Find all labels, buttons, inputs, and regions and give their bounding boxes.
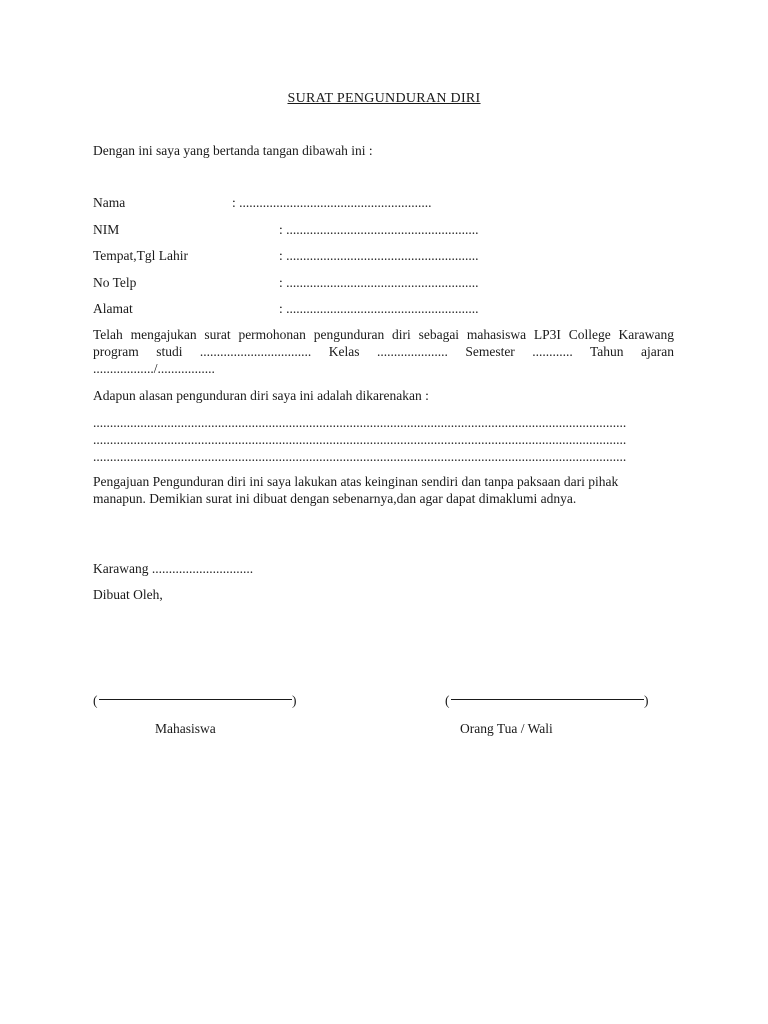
- made-by: Dibuat Oleh,: [93, 587, 163, 602]
- sign-left-line: [99, 699, 292, 700]
- sign-right-line: [451, 699, 644, 700]
- field-value-tempat-tgl-lahir: : .........................................................: [279, 248, 479, 263]
- field-label-tempat-tgl-lahir: Tempat,Tgl Lahir: [93, 248, 189, 263]
- field-value-alamat: : .........................................................: [279, 301, 479, 316]
- sign-right-open-paren: (: [445, 693, 450, 708]
- field-value-no-telp: : .........................................................: [279, 275, 479, 290]
- field-label-alamat: Alamat: [93, 301, 133, 316]
- sign-right-close-paren: ): [644, 693, 649, 708]
- intro-text: Dengan ini saya yang bertanda tangan dibawah ini :: [93, 143, 373, 158]
- field-value-nama: : .........................................................: [232, 195, 432, 210]
- closing-paragraph: Pengajuan Pengunduran diri ini saya lakukan atas keinginan sendiri dan tanpa paksaan dari pihak manapun. Demikian surat ini dibuat dengan sebenarnya,dan agar dapat dimaklumi adnya.: [93, 474, 619, 506]
- sign-left-close-paren: ): [292, 693, 297, 708]
- document-title: SURAT PENGUNDURAN DIRI: [287, 91, 481, 106]
- field-label-nim: NIM: [93, 222, 120, 237]
- reason-line-2: ..............................................................................................................................................................: [93, 432, 627, 447]
- sign-right-label: Orang Tua / Wali: [460, 721, 553, 736]
- field-label-no-telp: No Telp: [93, 275, 137, 290]
- statement-paragraph: Telah mengajukan surat permohonan pengunduran diri sebagai mahasiswa LP3I College Karawang program studi ................................. Kelas ..................... Semester ............ Tahun ajaran ................../.................: [93, 327, 674, 376]
- reason-line-1: ..............................................................................................................................................................: [93, 415, 627, 430]
- field-value-nim: : .........................................................: [279, 222, 479, 237]
- place-date: Karawang ..............................: [93, 561, 254, 576]
- reason-label: Adapun alasan pengunduran diri saya ini adalah dikarenakan :: [93, 388, 429, 403]
- sign-left-open-paren: (: [93, 693, 98, 708]
- field-label-nama: Nama: [93, 195, 126, 210]
- sign-left-label: Mahasiswa: [155, 721, 216, 736]
- reason-line-3: ..............................................................................................................................................................: [93, 449, 627, 464]
